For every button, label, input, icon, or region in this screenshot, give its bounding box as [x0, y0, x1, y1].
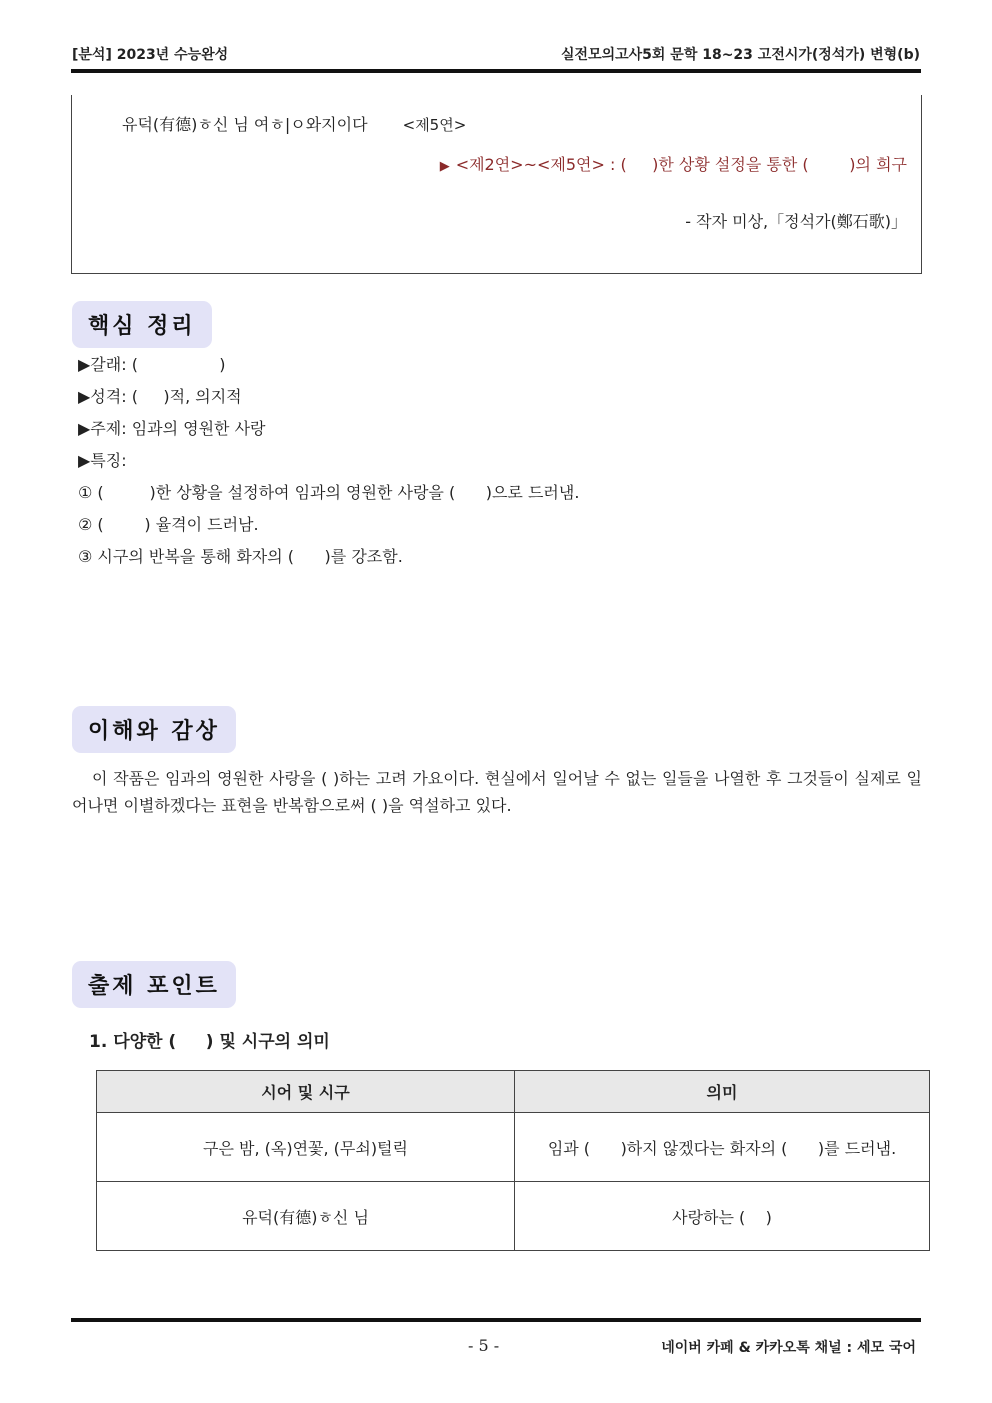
table-cell-phrase: 유덕(有德)ㅎ신 님 — [97, 1182, 515, 1251]
poem-line-text: 유덕(有德)ㅎ신 님 여ㅎ|ㅇ와지이다 — [122, 115, 368, 134]
point-subtitle: 1. 다양한 ( ) 및 시구의 의미 — [89, 1032, 330, 1052]
footer-divider — [71, 1318, 921, 1322]
section-title-appreciation: 이해와 감상 — [72, 706, 236, 753]
section-title-points: 출제 포인트 — [72, 961, 236, 1008]
table-header-row — [97, 1071, 930, 1113]
table-row — [97, 1182, 930, 1251]
list-item: ▶갈래: ( ) — [78, 355, 226, 374]
footer-channel-text: 네이버 카페 & 카카오톡 채널 : 세모 국어 — [661, 1340, 916, 1356]
note-text: <제2연>~<제5연> : ( )한 상황 설정을 통한 ( )의 희구 — [455, 155, 907, 174]
list-item: ▶성격: ( )적, 의지적 — [78, 387, 242, 406]
page-number: - 5 - — [468, 1336, 500, 1355]
meaning-table — [96, 1070, 930, 1251]
table-cell-phrase: 구은 밤, (옥)연꽃, (무쇠)털릭 — [97, 1113, 515, 1182]
section-title-core: 핵심 정리 — [72, 301, 212, 348]
poem-line — [122, 112, 466, 135]
appreciation-paragraph: 이 작품은 임과의 영원한 사랑을 ( )하는 고려 가요이다. 현실에서 일어날 수 없는 일들을 나열한 후 그것들이 실제로 일어나면 이별하겠다는 표현을 반복함으로써 ( )을 역설하고 있다. — [72, 769, 922, 815]
list-item: ▶특징: — [78, 451, 127, 470]
header-title-right: 실전모의고사5회 문학 18~23 고전시가(정석가) 변형(b) — [561, 47, 920, 63]
table-row — [97, 1113, 930, 1182]
poem-analysis-note — [440, 152, 907, 175]
note-marker-icon: ▶ — [439, 159, 450, 174]
poem-source: - 작자 미상,「정석가(鄭石歌)」 — [685, 212, 907, 231]
poem-excerpt-box — [71, 95, 922, 274]
list-item: ③ 시구의 반복을 통해 화자의 ( )를 강조함. — [78, 547, 403, 566]
table-cell-meaning: 임과 ( )하지 않겠다는 화자의 ( )를 드러냄. — [515, 1113, 930, 1182]
stanza-label: <제5연> — [402, 116, 467, 134]
column-header-phrase: 시어 및 시구 — [97, 1071, 515, 1113]
header-title-left: [분석] 2023년 수능완성 — [72, 47, 229, 63]
list-item: ② ( ) 율격이 드러남. — [78, 515, 259, 534]
core-summary-list — [78, 349, 579, 573]
list-item: ▶주제: 임과의 영원한 사랑 — [78, 419, 266, 438]
column-header-meaning: 의미 — [515, 1071, 930, 1113]
list-item: ① ( )한 상황을 설정하여 임과의 영원한 사랑을 ( )으로 드러냄. — [78, 483, 580, 502]
header-divider — [71, 69, 921, 73]
table-cell-meaning: 사랑하는 ( ) — [515, 1182, 930, 1251]
